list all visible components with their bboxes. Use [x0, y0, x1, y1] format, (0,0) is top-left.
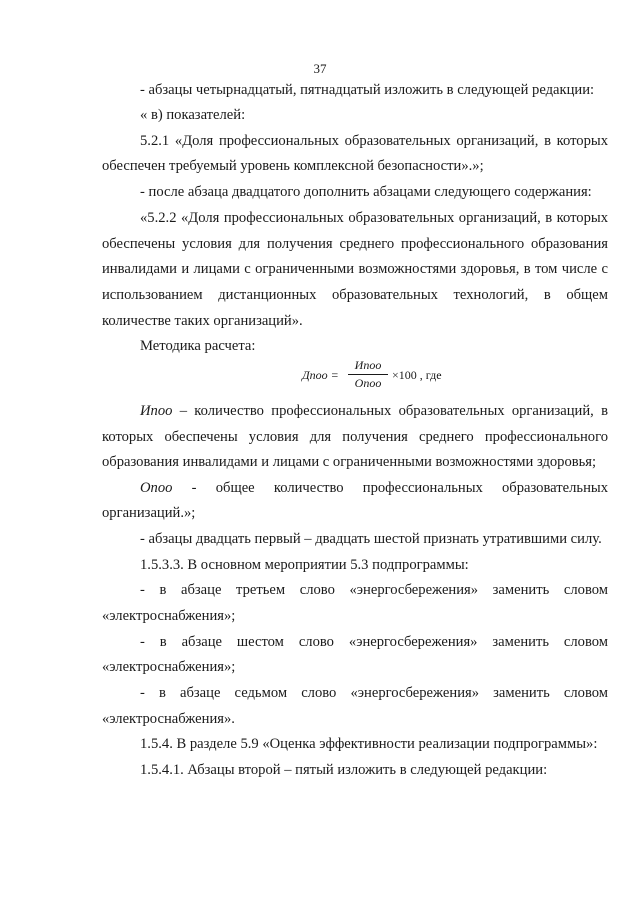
paragraph-line: 1.5.3.3. В основном мероприятии 5.3 подпрограммы: [140, 557, 469, 573]
paragraph-line: - в абзаце шестом слово «энергосбережения» заменить словом [140, 634, 608, 650]
paragraph-line: Методика расчета: [140, 338, 256, 354]
formula-fraction [348, 358, 388, 391]
formula-denominator: Опоо [354, 376, 382, 390]
fraction-bar [348, 374, 388, 375]
paragraph-line: обеспечены условия для получения среднего профессионального образования [102, 236, 608, 252]
paragraph-line [140, 402, 608, 420]
paragraph-line: 5.2.1 «Доля профессиональных образовательных организаций, в которых [140, 133, 608, 149]
paragraph-line: количестве таких организаций». [102, 313, 303, 329]
paragraph-line: использованием дистанционных образовательных технологий, в общем [102, 287, 608, 303]
page-number: 37 [313, 61, 327, 76]
paragraph-line: - в абзаце седьмом слово «энергосбережения» заменить словом [140, 685, 608, 701]
paragraph-line: 1.5.4.1. Абзацы второй – пятый изложить в следующей редакции: [140, 762, 548, 778]
paragraph-line: - после абзаца двадцатого дополнить абзацами следующего содержания: [140, 184, 592, 200]
formula-lhs: Дпоо = [302, 368, 339, 382]
paragraph-line: инвалидами и лицами с ограниченными возможностями здоровья, в том числе с [102, 261, 608, 277]
paragraph-line: 1.5.4. В разделе 5.9 «Оценка эффективности реализации подпрограммы»: [140, 736, 598, 752]
term-definition: - общее количество профессиональных образовательных [172, 480, 608, 496]
paragraph-line: образования инвалидами и лицами с ограниченными возможностями здоровья; [102, 454, 597, 470]
term-ipoo: Ипоо [140, 403, 173, 419]
formula [302, 358, 482, 394]
paragraph-line: «электроснабжения»; [102, 608, 236, 624]
paragraph-line: - в абзаце третьем слово «энергосбережения» заменить словом [140, 582, 608, 598]
paragraph-line: которых обеспечены условия для получения среднего профессионального [102, 429, 608, 445]
formula-rhs: ×100 , где [392, 368, 442, 382]
paragraph-line: - абзацы двадцать первый – двадцать шестой признать утратившими силу. [140, 531, 602, 547]
paragraph-line: обеспечен требуемый уровень комплексной безопасности».»; [102, 158, 484, 174]
paragraph-line: « в) показателей: [140, 107, 246, 123]
paragraph-line: «электроснабжения»; [102, 659, 236, 675]
term-opoo: Опоо [140, 480, 173, 496]
paragraph-line: «электроснабжения». [102, 711, 235, 727]
term-definition: – количество профессиональных образовательных организаций, в [172, 403, 608, 419]
paragraph-line: - абзацы четырнадцатый, пятнадцатый изложить в следующей редакции: [140, 82, 595, 98]
paragraph-line [140, 479, 608, 497]
formula-numerator: Ипоо [354, 358, 382, 372]
paragraph-line: «5.2.2 «Доля профессиональных образовательных организаций, в которых [140, 210, 608, 226]
paragraph-line: организаций.»; [102, 505, 196, 521]
